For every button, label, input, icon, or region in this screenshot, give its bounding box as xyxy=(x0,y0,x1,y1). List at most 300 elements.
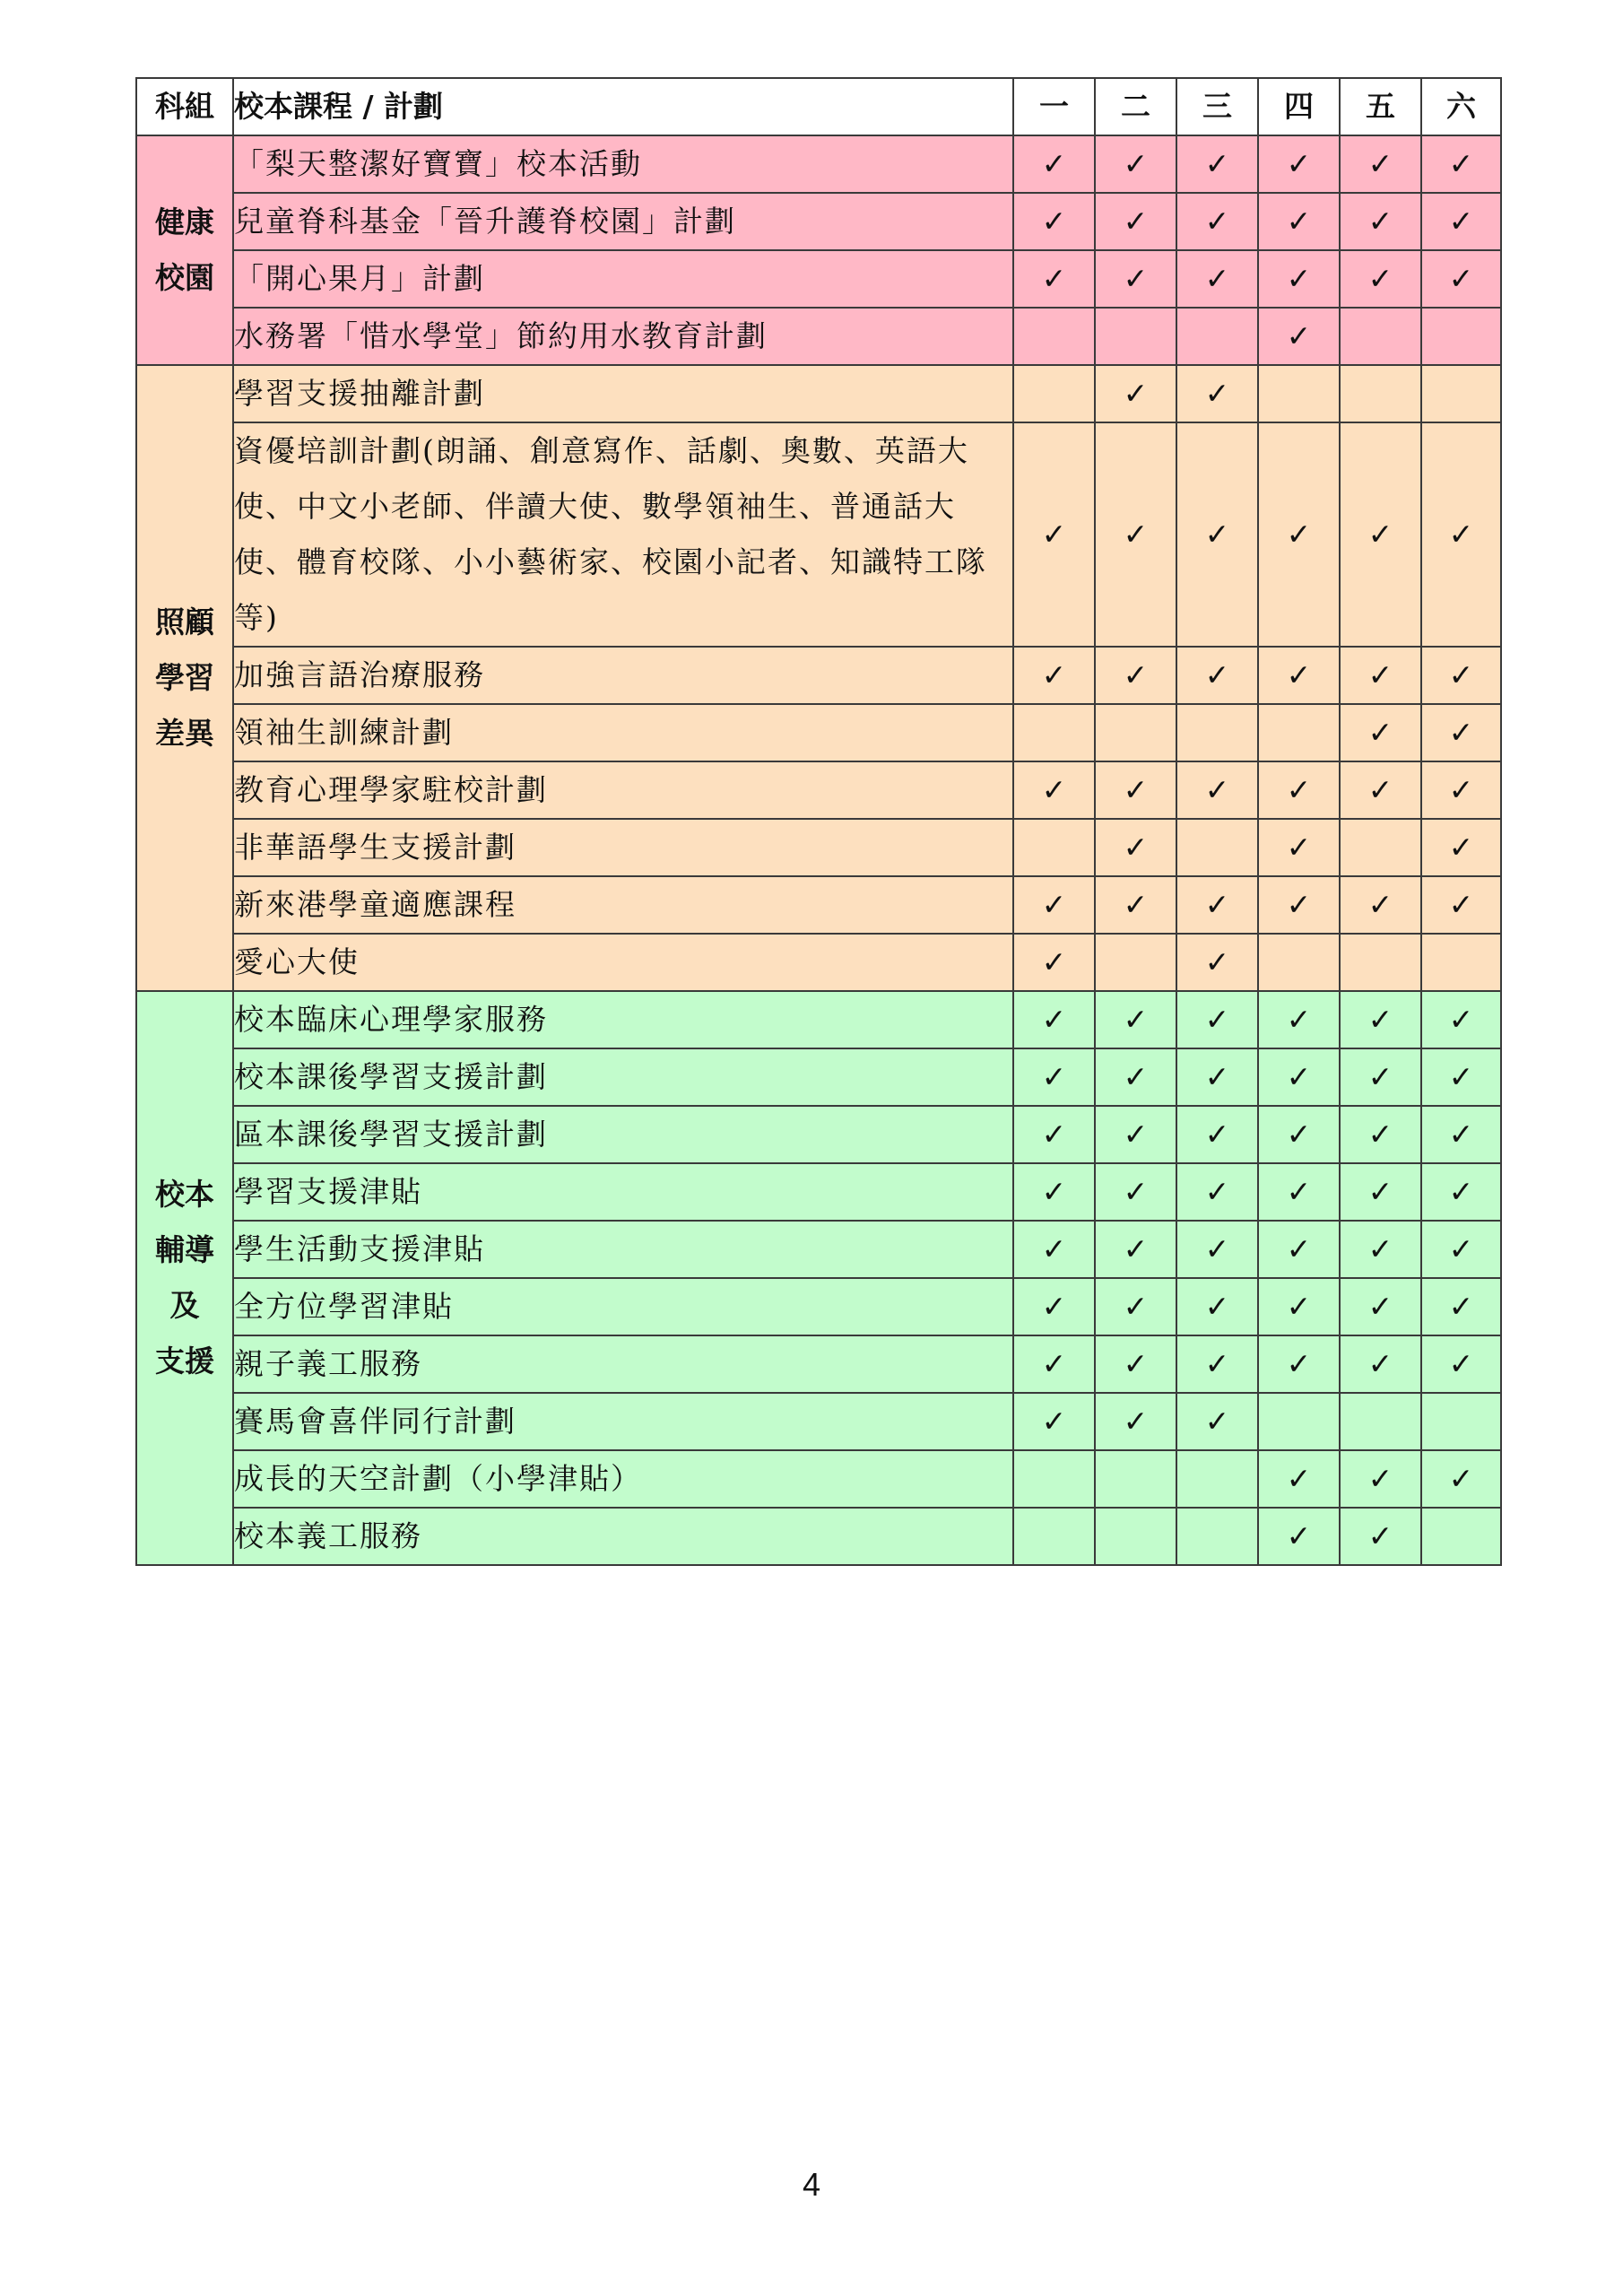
table-row xyxy=(136,704,1501,761)
grade-cell xyxy=(1176,135,1258,193)
header-grade-6: 六 xyxy=(1421,78,1501,135)
group-label-line: 學習 xyxy=(155,660,214,695)
checkmark-icon: ✓ xyxy=(1041,1404,1067,1439)
grade-cell xyxy=(1421,422,1501,647)
checkmark-icon: ✓ xyxy=(1123,146,1149,181)
grade-cell xyxy=(1340,1450,1421,1508)
checkmark-icon: ✓ xyxy=(1448,146,1474,181)
header-grade-1: 一 xyxy=(1013,78,1095,135)
checkmark-icon: ✓ xyxy=(1204,772,1230,807)
group-label-line: 差異 xyxy=(155,716,214,751)
checkmark-icon: ✓ xyxy=(1448,1002,1474,1037)
grade-cell xyxy=(1258,1048,1340,1106)
grade-cell xyxy=(1340,422,1421,647)
checkmark-icon: ✓ xyxy=(1123,772,1149,807)
header-program: 校本課程 / 計劃 xyxy=(233,78,1013,135)
grade-cell xyxy=(1258,193,1340,250)
checkmark-icon: ✓ xyxy=(1204,261,1230,296)
grade-cell xyxy=(1340,193,1421,250)
checkmark-icon: ✓ xyxy=(1367,1174,1393,1209)
checkmark-icon: ✓ xyxy=(1204,887,1230,922)
checkmark-icon: ✓ xyxy=(1041,146,1067,181)
program-name: 新來港學童適應課程 xyxy=(233,876,1013,934)
grade-cell xyxy=(1258,1221,1340,1278)
grade-cell xyxy=(1258,647,1340,704)
grade-cell xyxy=(1258,135,1340,193)
grade-cell xyxy=(1340,704,1421,761)
checkmark-icon: ✓ xyxy=(1367,517,1393,552)
program-name: 校本義工服務 xyxy=(233,1508,1013,1565)
checkmark-icon: ✓ xyxy=(1204,944,1230,979)
grade-cell xyxy=(1013,1048,1095,1106)
checkmark-icon: ✓ xyxy=(1123,517,1149,552)
program-name: 賽馬會喜伴同行計劃 xyxy=(233,1393,1013,1450)
checkmark-icon: ✓ xyxy=(1367,887,1393,922)
checkmark-icon: ✓ xyxy=(1204,657,1230,692)
table-row xyxy=(136,1163,1501,1221)
header-grade-3: 三 xyxy=(1176,78,1258,135)
program-name: 非華語學生支援計劃 xyxy=(233,819,1013,876)
program-name: 加強言語治療服務 xyxy=(233,647,1013,704)
checkmark-icon: ✓ xyxy=(1041,1346,1067,1381)
grade-cell xyxy=(1421,1278,1501,1335)
grade-cell xyxy=(1013,1163,1095,1221)
grade-cell xyxy=(1095,934,1176,991)
checkmark-icon: ✓ xyxy=(1286,1518,1312,1553)
group-label-line: 輔導 xyxy=(155,1232,214,1267)
checkmark-icon: ✓ xyxy=(1123,887,1149,922)
checkmark-icon: ✓ xyxy=(1367,772,1393,807)
grade-cell xyxy=(1258,1450,1340,1508)
checkmark-icon: ✓ xyxy=(1123,657,1149,692)
grade-cell xyxy=(1421,1450,1501,1508)
grade-cell xyxy=(1421,991,1501,1048)
table-row xyxy=(136,1393,1501,1450)
grade-cell xyxy=(1340,934,1421,991)
table-row xyxy=(136,1106,1501,1163)
program-name: 學習支援抽離計劃 xyxy=(233,365,1013,422)
header-grade-5: 五 xyxy=(1340,78,1421,135)
grade-cell xyxy=(1095,1048,1176,1106)
grade-cell xyxy=(1095,991,1176,1048)
grade-cell xyxy=(1095,1278,1176,1335)
table-row xyxy=(136,308,1501,365)
checkmark-icon: ✓ xyxy=(1448,517,1474,552)
grade-cell xyxy=(1258,365,1340,422)
grade-cell xyxy=(1340,1508,1421,1565)
checkmark-icon: ✓ xyxy=(1286,318,1312,353)
grade-cell xyxy=(1176,250,1258,308)
header-row xyxy=(136,78,1501,135)
grade-cell xyxy=(1013,647,1095,704)
program-name: 水務署「惜水學堂」節約用水教育計劃 xyxy=(233,308,1013,365)
grade-cell xyxy=(1421,1221,1501,1278)
program-name: 學習支援津貼 xyxy=(233,1163,1013,1221)
checkmark-icon: ✓ xyxy=(1367,1346,1393,1381)
checkmark-icon: ✓ xyxy=(1448,715,1474,750)
grade-cell xyxy=(1258,934,1340,991)
checkmark-icon: ✓ xyxy=(1286,1002,1312,1037)
checkmark-icon: ✓ xyxy=(1041,1289,1067,1324)
table-row xyxy=(136,1335,1501,1393)
header-group: 科組 xyxy=(136,78,233,135)
checkmark-icon: ✓ xyxy=(1204,376,1230,411)
grade-cell xyxy=(1176,1393,1258,1450)
program-name: 領袖生訓練計劃 xyxy=(233,704,1013,761)
grade-cell xyxy=(1176,761,1258,819)
grade-cell xyxy=(1176,1163,1258,1221)
group-label-line: 照顧 xyxy=(155,604,214,639)
checkmark-icon: ✓ xyxy=(1204,1404,1230,1439)
grade-cell xyxy=(1340,1393,1421,1450)
checkmark-icon: ✓ xyxy=(1204,1174,1230,1209)
program-name: 教育心理學家駐校計劃 xyxy=(233,761,1013,819)
grade-cell xyxy=(1095,1221,1176,1278)
grade-cell xyxy=(1176,876,1258,934)
program-name: 親子義工服務 xyxy=(233,1335,1013,1393)
grade-cell xyxy=(1095,193,1176,250)
grade-cell xyxy=(1095,1393,1176,1450)
grade-cell xyxy=(1340,1335,1421,1393)
grade-cell xyxy=(1013,1335,1095,1393)
checkmark-icon: ✓ xyxy=(1286,657,1312,692)
header-grade-4: 四 xyxy=(1258,78,1340,135)
grade-cell xyxy=(1258,1335,1340,1393)
grade-cell xyxy=(1340,1163,1421,1221)
checkmark-icon: ✓ xyxy=(1367,715,1393,750)
grade-cell xyxy=(1176,819,1258,876)
checkmark-icon: ✓ xyxy=(1367,1231,1393,1266)
checkmark-icon: ✓ xyxy=(1204,1059,1230,1094)
grade-cell xyxy=(1340,991,1421,1048)
grade-cell xyxy=(1176,934,1258,991)
table-row xyxy=(136,647,1501,704)
group-label-care xyxy=(136,365,233,991)
grade-cell xyxy=(1013,135,1095,193)
grade-cell xyxy=(1013,308,1095,365)
checkmark-icon: ✓ xyxy=(1367,146,1393,181)
grade-cell xyxy=(1013,1106,1095,1163)
checkmark-icon: ✓ xyxy=(1123,1289,1149,1324)
checkmark-icon: ✓ xyxy=(1123,204,1149,239)
program-name: 區本課後學習支援計劃 xyxy=(233,1106,1013,1163)
program-table xyxy=(135,77,1502,1566)
checkmark-icon: ✓ xyxy=(1367,1117,1393,1152)
checkmark-icon: ✓ xyxy=(1448,1289,1474,1324)
program-name: 兒童脊科基金「晉升護脊校園」計劃 xyxy=(233,193,1013,250)
grade-cell xyxy=(1340,135,1421,193)
grade-cell xyxy=(1013,1393,1095,1450)
grade-cell xyxy=(1421,876,1501,934)
table-row xyxy=(136,819,1501,876)
table-row xyxy=(136,761,1501,819)
grade-cell xyxy=(1176,1048,1258,1106)
checkmark-icon: ✓ xyxy=(1204,146,1230,181)
grade-cell xyxy=(1258,876,1340,934)
grade-cell xyxy=(1013,1508,1095,1565)
checkmark-icon: ✓ xyxy=(1286,1231,1312,1266)
checkmark-icon: ✓ xyxy=(1448,657,1474,692)
checkmark-icon: ✓ xyxy=(1123,1231,1149,1266)
grade-cell xyxy=(1340,876,1421,934)
checkmark-icon: ✓ xyxy=(1286,887,1312,922)
checkmark-icon: ✓ xyxy=(1123,1117,1149,1152)
checkmark-icon: ✓ xyxy=(1367,1518,1393,1553)
checkmark-icon: ✓ xyxy=(1123,1174,1149,1209)
table-row xyxy=(136,934,1501,991)
grade-cell xyxy=(1095,1335,1176,1393)
group-label-line: 健康 xyxy=(155,204,214,239)
grade-cell xyxy=(1421,365,1501,422)
grade-cell xyxy=(1095,250,1176,308)
checkmark-icon: ✓ xyxy=(1041,657,1067,692)
grade-cell xyxy=(1013,991,1095,1048)
grade-cell xyxy=(1095,647,1176,704)
grade-cell xyxy=(1013,1221,1095,1278)
grade-cell xyxy=(1258,250,1340,308)
grade-cell xyxy=(1095,1450,1176,1508)
checkmark-icon: ✓ xyxy=(1041,1117,1067,1152)
grade-cell xyxy=(1421,704,1501,761)
table-row xyxy=(136,422,1501,647)
grade-cell xyxy=(1421,647,1501,704)
checkmark-icon: ✓ xyxy=(1286,517,1312,552)
checkmark-icon: ✓ xyxy=(1448,1346,1474,1381)
checkmark-icon: ✓ xyxy=(1286,261,1312,296)
grade-cell xyxy=(1340,308,1421,365)
checkmark-icon: ✓ xyxy=(1286,1059,1312,1094)
grade-cell xyxy=(1013,250,1095,308)
grade-cell xyxy=(1095,761,1176,819)
grade-cell xyxy=(1176,1335,1258,1393)
grade-cell xyxy=(1258,1508,1340,1565)
grade-cell xyxy=(1176,422,1258,647)
checkmark-icon: ✓ xyxy=(1123,1404,1149,1439)
grade-cell xyxy=(1258,1106,1340,1163)
group-label-support xyxy=(136,991,233,1565)
grade-cell xyxy=(1095,308,1176,365)
checkmark-icon: ✓ xyxy=(1286,1461,1312,1496)
grade-cell xyxy=(1421,308,1501,365)
grade-cell xyxy=(1258,1163,1340,1221)
grade-cell xyxy=(1421,1508,1501,1565)
checkmark-icon: ✓ xyxy=(1041,1002,1067,1037)
grade-cell xyxy=(1421,1048,1501,1106)
checkmark-icon: ✓ xyxy=(1123,830,1149,865)
grade-cell xyxy=(1421,1393,1501,1450)
checkmark-icon: ✓ xyxy=(1204,1002,1230,1037)
checkmark-icon: ✓ xyxy=(1448,1231,1474,1266)
checkmark-icon: ✓ xyxy=(1367,1059,1393,1094)
checkmark-icon: ✓ xyxy=(1204,1289,1230,1324)
checkmark-icon: ✓ xyxy=(1041,944,1067,979)
checkmark-icon: ✓ xyxy=(1448,830,1474,865)
checkmark-icon: ✓ xyxy=(1041,204,1067,239)
grade-cell xyxy=(1176,1106,1258,1163)
grade-cell xyxy=(1421,761,1501,819)
checkmark-icon: ✓ xyxy=(1123,1059,1149,1094)
grade-cell xyxy=(1095,1106,1176,1163)
grade-cell xyxy=(1258,308,1340,365)
checkmark-icon: ✓ xyxy=(1448,887,1474,922)
table-body xyxy=(136,135,1501,1565)
program-name: 學生活動支援津貼 xyxy=(233,1221,1013,1278)
table-row xyxy=(136,1221,1501,1278)
table-row xyxy=(136,1508,1501,1565)
grade-cell xyxy=(1013,193,1095,250)
table-row xyxy=(136,1278,1501,1335)
program-name: 全方位學習津貼 xyxy=(233,1278,1013,1335)
group-label-line: 及 xyxy=(169,1288,200,1323)
header-grade-2: 二 xyxy=(1095,78,1176,135)
grade-cell xyxy=(1013,934,1095,991)
checkmark-icon: ✓ xyxy=(1123,1346,1149,1381)
checkmark-icon: ✓ xyxy=(1204,1346,1230,1381)
grade-cell xyxy=(1013,761,1095,819)
checkmark-icon: ✓ xyxy=(1286,146,1312,181)
grade-cell xyxy=(1013,365,1095,422)
grade-cell xyxy=(1176,1450,1258,1508)
program-name: 校本課後學習支援計劃 xyxy=(233,1048,1013,1106)
checkmark-icon: ✓ xyxy=(1448,1461,1474,1496)
grade-cell xyxy=(1095,365,1176,422)
grade-cell xyxy=(1258,819,1340,876)
grade-cell xyxy=(1340,1221,1421,1278)
grade-cell xyxy=(1421,1335,1501,1393)
checkmark-icon: ✓ xyxy=(1367,1002,1393,1037)
table-row xyxy=(136,250,1501,308)
grade-cell xyxy=(1340,365,1421,422)
checkmark-icon: ✓ xyxy=(1286,830,1312,865)
checkmark-icon: ✓ xyxy=(1448,261,1474,296)
checkmark-icon: ✓ xyxy=(1204,1117,1230,1152)
program-name: 「開心果月」計劃 xyxy=(233,250,1013,308)
table-row xyxy=(136,193,1501,250)
checkmark-icon: ✓ xyxy=(1041,1231,1067,1266)
grade-cell xyxy=(1013,704,1095,761)
checkmark-icon: ✓ xyxy=(1204,204,1230,239)
checkmark-icon: ✓ xyxy=(1448,1174,1474,1209)
grade-cell xyxy=(1176,1278,1258,1335)
checkmark-icon: ✓ xyxy=(1448,204,1474,239)
table-row xyxy=(136,1048,1501,1106)
table-row xyxy=(136,365,1501,422)
grade-cell xyxy=(1013,1450,1095,1508)
checkmark-icon: ✓ xyxy=(1041,1174,1067,1209)
grade-cell xyxy=(1176,365,1258,422)
grade-cell xyxy=(1176,1508,1258,1565)
group-label-line: 校本 xyxy=(155,1177,214,1212)
checkmark-icon: ✓ xyxy=(1123,261,1149,296)
grade-cell xyxy=(1421,193,1501,250)
checkmark-icon: ✓ xyxy=(1286,772,1312,807)
grade-cell xyxy=(1258,761,1340,819)
grade-cell xyxy=(1095,1508,1176,1565)
grade-cell xyxy=(1340,761,1421,819)
grade-cell xyxy=(1258,991,1340,1048)
checkmark-icon: ✓ xyxy=(1204,517,1230,552)
table-row xyxy=(136,876,1501,934)
checkmark-icon: ✓ xyxy=(1041,1059,1067,1094)
grade-cell xyxy=(1340,1048,1421,1106)
checkmark-icon: ✓ xyxy=(1041,887,1067,922)
group-label-line: 校園 xyxy=(155,260,214,295)
table-row xyxy=(136,135,1501,193)
checkmark-icon: ✓ xyxy=(1286,1346,1312,1381)
grade-cell xyxy=(1340,1106,1421,1163)
checkmark-icon: ✓ xyxy=(1367,1289,1393,1324)
grade-cell xyxy=(1340,1278,1421,1335)
grade-cell xyxy=(1176,308,1258,365)
grade-cell xyxy=(1421,135,1501,193)
checkmark-icon: ✓ xyxy=(1367,261,1393,296)
checkmark-icon: ✓ xyxy=(1448,772,1474,807)
checkmark-icon: ✓ xyxy=(1286,1174,1312,1209)
grade-cell xyxy=(1340,250,1421,308)
program-name: 成長的天空計劃（小學津貼） xyxy=(233,1450,1013,1508)
checkmark-icon: ✓ xyxy=(1041,261,1067,296)
grade-cell xyxy=(1421,1106,1501,1163)
checkmark-icon: ✓ xyxy=(1123,1002,1149,1037)
checkmark-icon: ✓ xyxy=(1367,204,1393,239)
grade-cell xyxy=(1258,1393,1340,1450)
grade-cell xyxy=(1176,193,1258,250)
grade-cell xyxy=(1421,250,1501,308)
grade-cell xyxy=(1013,1278,1095,1335)
checkmark-icon: ✓ xyxy=(1448,1117,1474,1152)
grade-cell xyxy=(1013,819,1095,876)
grade-cell xyxy=(1258,704,1340,761)
checkmark-icon: ✓ xyxy=(1123,376,1149,411)
grade-cell xyxy=(1013,422,1095,647)
grade-cell xyxy=(1176,704,1258,761)
grade-cell xyxy=(1258,1278,1340,1335)
checkmark-icon: ✓ xyxy=(1286,204,1312,239)
checkmark-icon: ✓ xyxy=(1286,1289,1312,1324)
grade-cell xyxy=(1095,819,1176,876)
grade-cell xyxy=(1340,647,1421,704)
page-number: 4 xyxy=(802,2166,821,2203)
checkmark-icon: ✓ xyxy=(1286,1117,1312,1152)
grade-cell xyxy=(1258,422,1340,647)
grade-cell xyxy=(1095,422,1176,647)
grade-cell xyxy=(1176,1221,1258,1278)
grade-cell xyxy=(1013,876,1095,934)
checkmark-icon: ✓ xyxy=(1367,657,1393,692)
grade-cell xyxy=(1095,704,1176,761)
grade-cell xyxy=(1421,1163,1501,1221)
program-name: 校本臨床心理學家服務 xyxy=(233,991,1013,1048)
grade-cell xyxy=(1421,934,1501,991)
grade-cell xyxy=(1095,1163,1176,1221)
grade-cell xyxy=(1095,876,1176,934)
group-label-line: 支援 xyxy=(155,1344,214,1378)
table-row xyxy=(136,991,1501,1048)
table-row xyxy=(136,1450,1501,1508)
grade-cell xyxy=(1421,819,1501,876)
checkmark-icon: ✓ xyxy=(1367,1461,1393,1496)
checkmark-icon: ✓ xyxy=(1041,517,1067,552)
grade-cell xyxy=(1095,135,1176,193)
grade-cell xyxy=(1176,647,1258,704)
program-name: 「梨天整潔好寶寶」校本活動 xyxy=(233,135,1013,193)
program-name: 資優培訓計劃(朗誦、創意寫作、話劇、奧數、英語大使、中文小老師、伴讀大使、數學領袖生、普通話大使、體育校隊、小小藝術家、校園小記者、知識特工隊等) xyxy=(233,422,1013,647)
program-name: 愛心大使 xyxy=(233,934,1013,991)
checkmark-icon: ✓ xyxy=(1041,772,1067,807)
group-label-health xyxy=(136,135,233,365)
grade-cell xyxy=(1340,819,1421,876)
grade-cell xyxy=(1176,991,1258,1048)
